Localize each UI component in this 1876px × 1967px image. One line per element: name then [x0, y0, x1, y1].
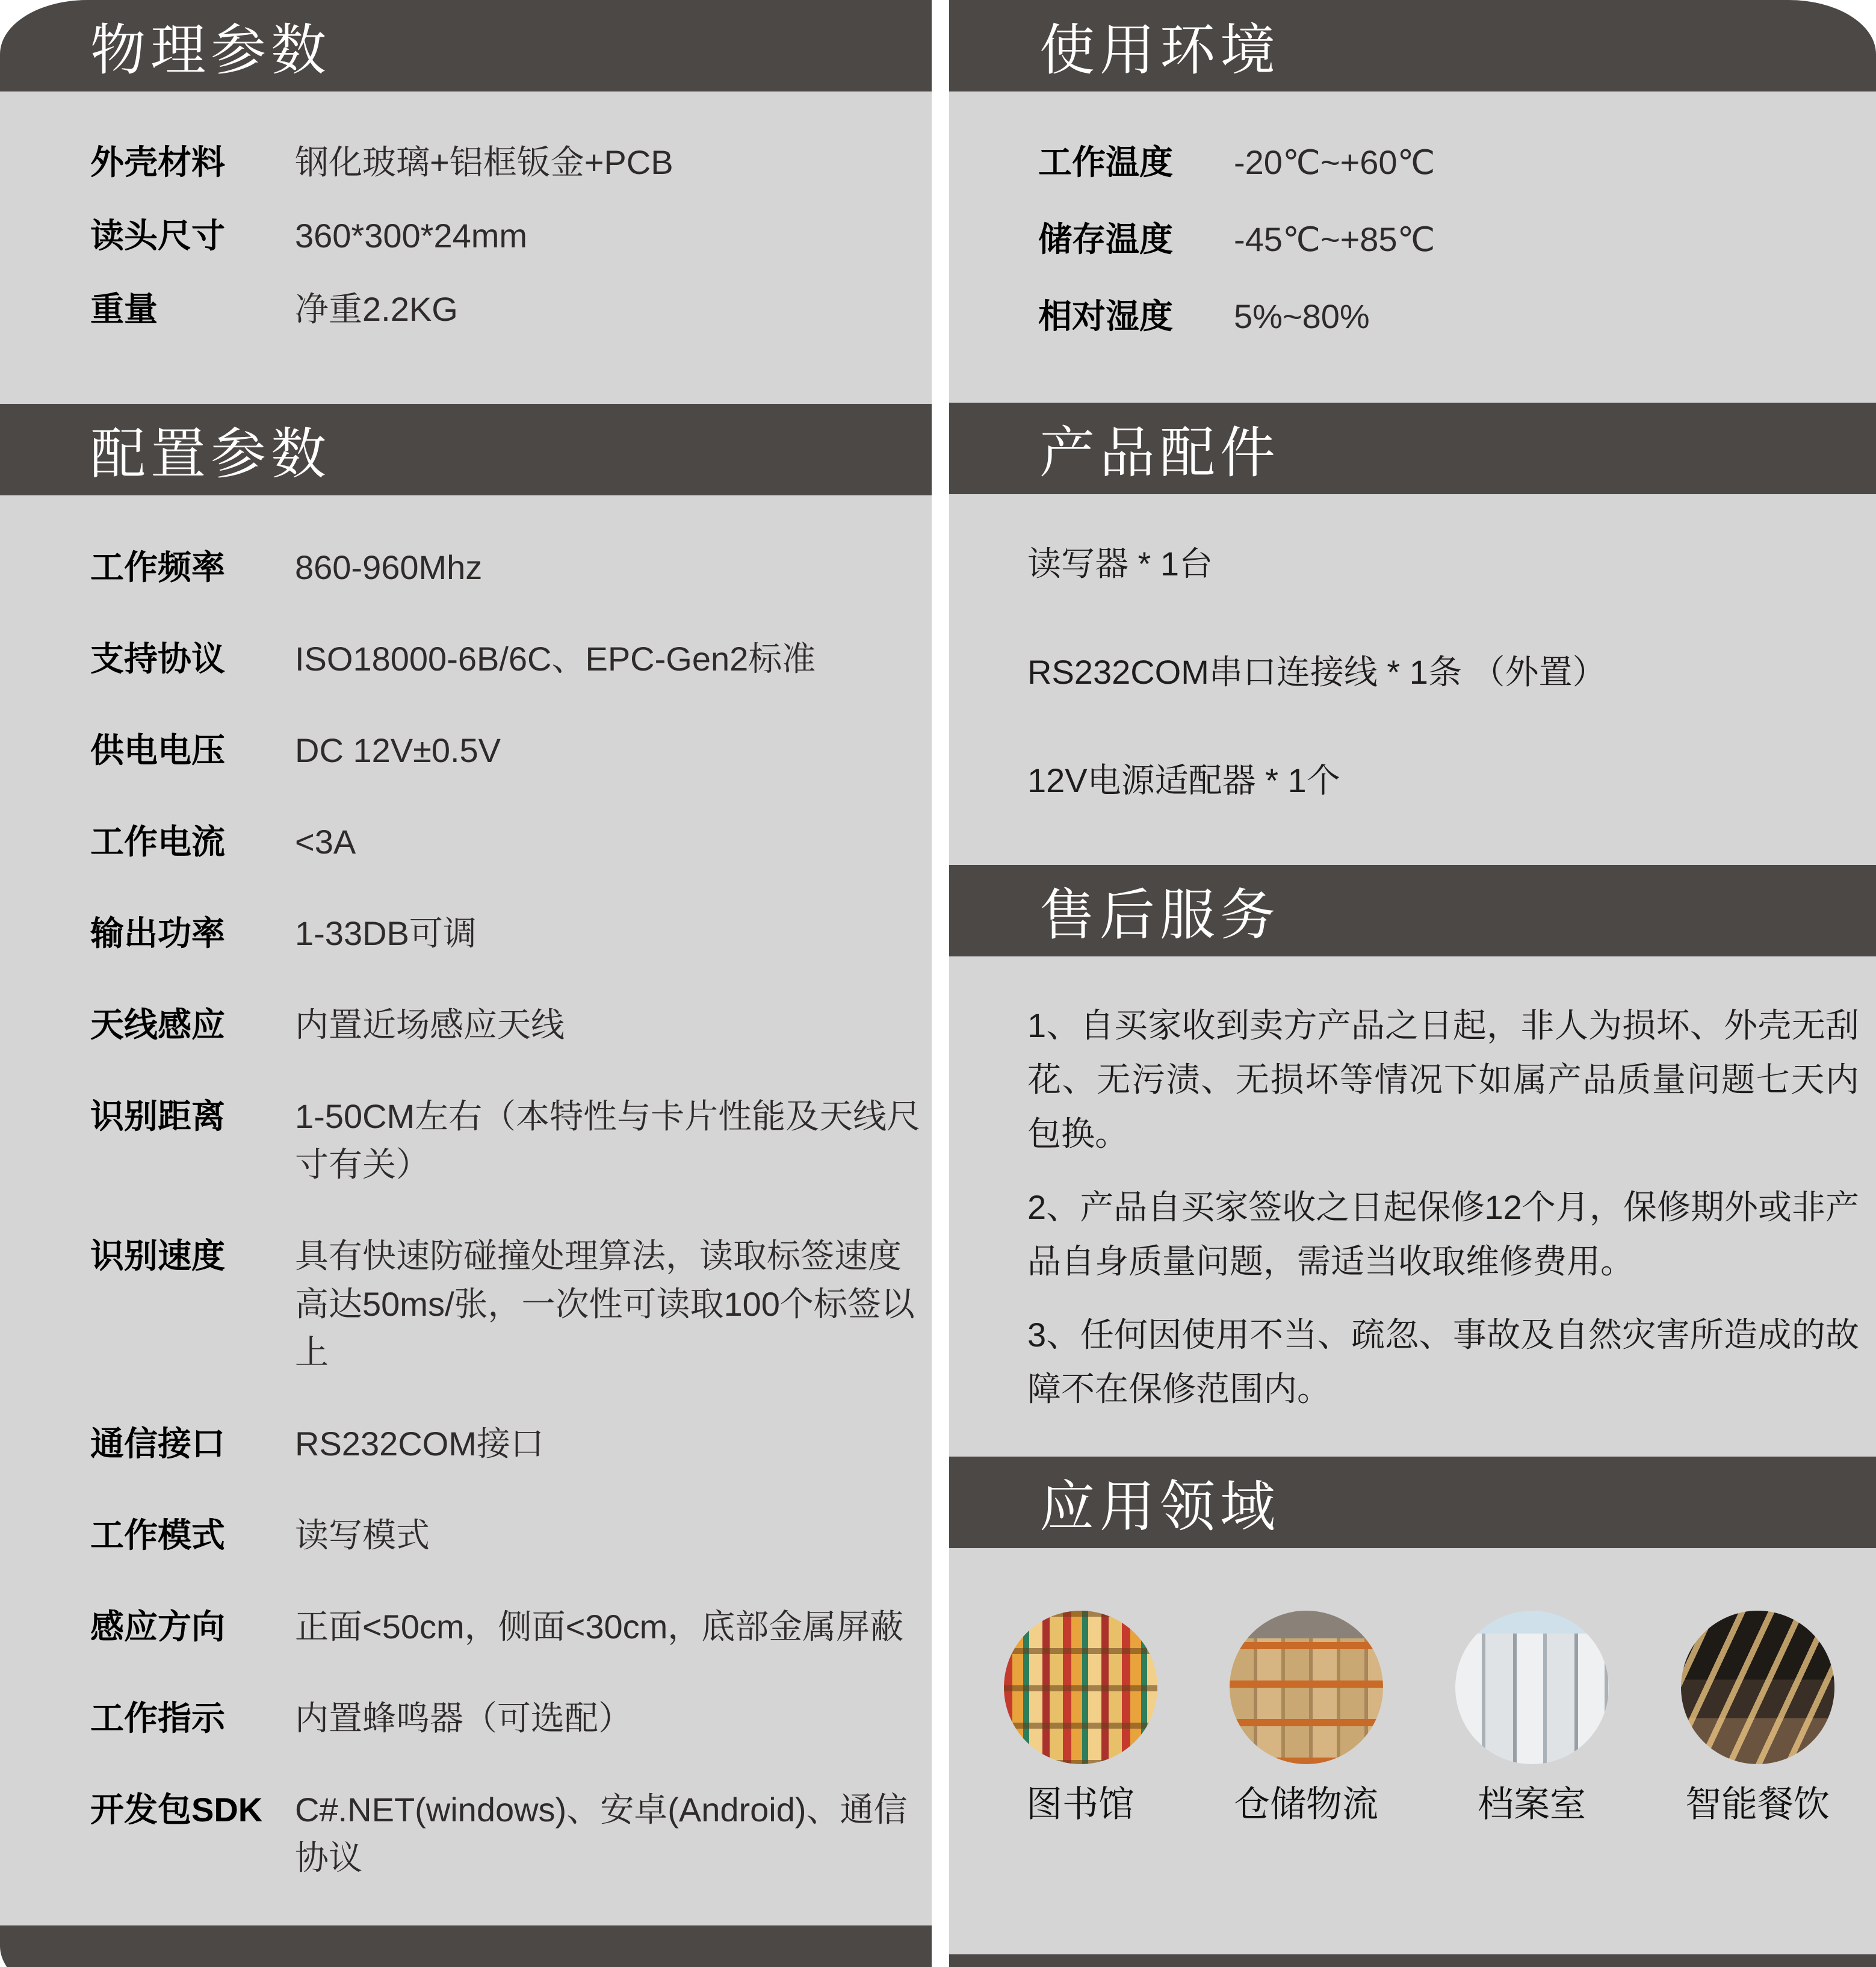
warehouse-photo — [1230, 1611, 1383, 1764]
spec-row — [90, 1232, 932, 1377]
spec-label: 储存温度 — [1038, 220, 1173, 258]
spec-label: 工作频率 — [90, 548, 225, 586]
spec-value: 1-33DB可调 — [295, 914, 477, 952]
spec-row — [1038, 138, 1876, 187]
spec-value: 读写模式 — [295, 1516, 430, 1554]
application-item — [1228, 1611, 1384, 1826]
spec-value: 钢化玻璃+铝框钣金+PCB — [295, 143, 673, 181]
config-params-header — [0, 404, 932, 495]
spec-row — [90, 212, 932, 260]
application-label: 档案室 — [1478, 1784, 1586, 1824]
left-footer-bar — [0, 1925, 932, 1967]
spec-row — [90, 726, 932, 775]
spec-value: 5%~80% — [1234, 297, 1370, 335]
spec-label: 工作温度 — [1038, 143, 1173, 181]
spec-value: RS232COM接口 — [295, 1425, 544, 1463]
application-item — [1679, 1611, 1836, 1826]
spec-value: 净重2.2KG — [295, 290, 458, 328]
spec-label: 重量 — [90, 290, 158, 328]
spec-row — [90, 1001, 932, 1049]
spec-row — [1038, 215, 1876, 264]
left-column — [0, 0, 932, 1967]
spec-value: 具有快速防碰撞处理算法，读取标签速度高达50ms/张，一次性可读取100个标签以上 — [295, 1237, 915, 1371]
applications-section — [949, 1548, 1876, 1954]
spec-row — [90, 1603, 932, 1651]
aftersales-header — [949, 865, 1876, 956]
physical-params-title: 物理参数 — [90, 20, 332, 81]
right-column — [949, 0, 1876, 1967]
spec-value: -20℃~+60℃ — [1234, 143, 1435, 181]
spec-value: ISO18000-6B/6C、EPC-Gen2标准 — [295, 640, 816, 678]
application-label: 仓储物流 — [1234, 1784, 1378, 1824]
environment-title: 使用环境 — [1039, 20, 1281, 81]
spec-label: 识别距离 — [90, 1097, 225, 1135]
spec-row — [90, 909, 932, 958]
spec-label: 外壳材料 — [90, 143, 225, 181]
spec-label: 开发包SDK — [90, 1791, 263, 1829]
spec-row — [90, 1786, 932, 1882]
spec-value: 内置蜂鸣器（可选配） — [295, 1699, 632, 1737]
spec-value: 360*300*24mm — [295, 217, 528, 255]
environment-header — [949, 0, 1876, 91]
applications-header — [949, 1457, 1876, 1548]
aftersales-paragraph: 1、自买家收到卖方产品之日起，非人为损坏、外壳无刮花、无污渍、无损坏等情况下如属产品质量问题七天内包换。 — [1027, 1006, 1859, 1153]
spec-label: 工作电流 — [90, 823, 225, 861]
spec-row — [90, 138, 932, 187]
right-footer-bar — [949, 1954, 1876, 1967]
spec-value: C#.NET(windows)、安卓(Android)、通信协议 — [295, 1791, 908, 1877]
accessories-header — [949, 403, 1876, 494]
spec-value: 内置近场感应天线 — [295, 1006, 565, 1044]
spec-label: 识别速度 — [90, 1237, 225, 1275]
spec-value: 860-960Mhz — [295, 548, 483, 586]
archive-room-photo — [1455, 1611, 1609, 1764]
application-label: 图书馆 — [1026, 1784, 1135, 1824]
applications-title: 应用领域 — [1039, 1476, 1281, 1538]
spec-label: 工作模式 — [90, 1516, 225, 1554]
spec-label: 工作指示 — [90, 1699, 225, 1737]
spec-value: 1-50CM左右（本特性与卡片性能及天线尺寸有关） — [295, 1097, 921, 1183]
spec-value: <3A — [295, 823, 356, 861]
spec-label: 感应方向 — [90, 1608, 225, 1646]
aftersales-paragraph: 3、任何因使用不当、疏忽、事故及自然灾害所造成的故障不在保修范围内。 — [1027, 1316, 1859, 1408]
config-params-section — [0, 495, 932, 1925]
application-item — [1453, 1611, 1610, 1826]
spec-row — [1038, 293, 1876, 341]
spec-value: DC 12V±0.5V — [295, 731, 501, 769]
restaurant-photo — [1681, 1611, 1834, 1764]
config-params-title: 配置参数 — [90, 424, 332, 485]
spec-label: 供电电压 — [90, 731, 225, 769]
spec-label: 相对湿度 — [1038, 297, 1173, 335]
spec-row — [90, 635, 932, 683]
library-photo — [1004, 1611, 1157, 1764]
accessory-item: 读写器 * 1台 — [1027, 545, 1213, 583]
spec-value: 正面<50cm，侧面<30cm，底部金属屏蔽 — [295, 1608, 904, 1646]
spec-value: -45℃~+85℃ — [1234, 220, 1435, 258]
application-label: 智能餐饮 — [1685, 1784, 1830, 1824]
spec-label: 输出功率 — [90, 914, 225, 952]
physical-params-section — [0, 91, 932, 404]
spec-row — [90, 1092, 932, 1189]
spec-row — [90, 1420, 932, 1468]
physical-params-header — [0, 0, 932, 91]
spec-label: 读头尺寸 — [90, 217, 225, 255]
spec-row — [90, 544, 932, 592]
accessory-item: 12V电源适配器 * 1个 — [1027, 761, 1340, 799]
accessory-item: RS232COM串口连接线 * 1条 （外置） — [1027, 653, 1606, 691]
accessories-title: 产品配件 — [1039, 423, 1281, 484]
spec-row — [90, 285, 932, 333]
spec-label: 天线感应 — [90, 1006, 225, 1044]
environment-section — [949, 91, 1876, 403]
spec-row — [90, 1511, 932, 1560]
spec-row — [90, 1694, 932, 1742]
accessories-section — [949, 494, 1876, 865]
spec-label: 通信接口 — [90, 1425, 225, 1463]
spec-row — [90, 818, 932, 866]
spec-label: 支持协议 — [90, 640, 225, 678]
aftersales-section — [949, 956, 1876, 1457]
aftersales-paragraph: 2、产品自买家签收之日起保修12个月，保修期外或非产品自身质量问题，需适当收取维修费用。 — [1027, 1188, 1859, 1280]
aftersales-title: 售后服务 — [1039, 885, 1281, 946]
application-item — [1002, 1611, 1159, 1826]
